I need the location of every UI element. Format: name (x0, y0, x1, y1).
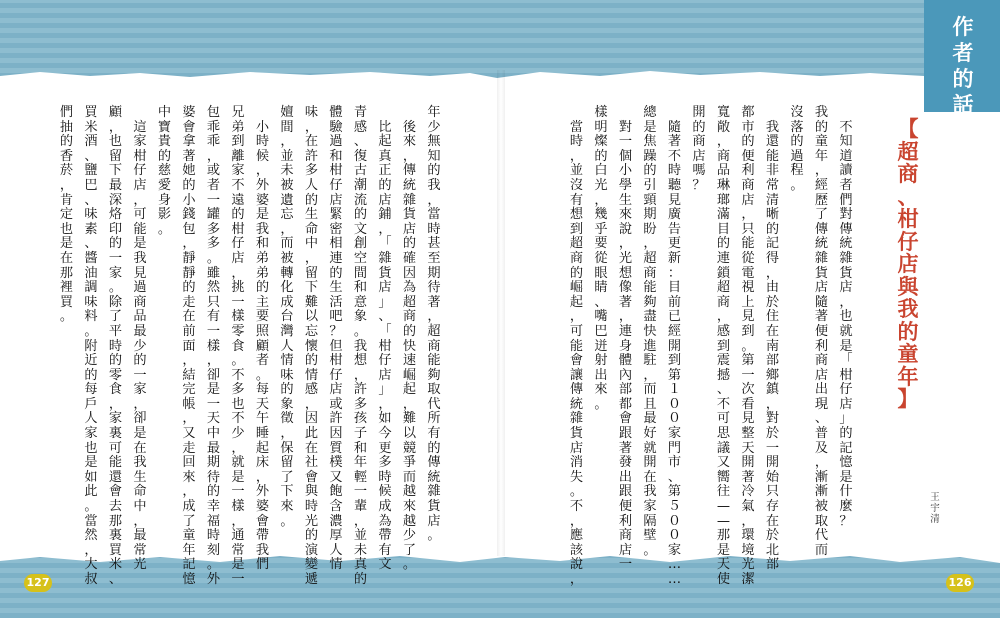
text-column: 包 乖 乖 ， 或 者 一 罐 多 多 。 雖 然 只 有 一 樣 ， 卻 是 一 天 中 最 期 待 的 幸 福 時 刻 。 外 (206, 105, 221, 587)
text-column: 我 還 能 非 常 清 晰 的 記 得 ， 由 於 住 在 南 部 鄉 鎮 ， 對 於 一 開 始 只 存 在 於 北 部 (765, 119, 780, 573)
text-column: 買 米 酒 、 鹽 巴 、 味 素 、 醬 油 調 味 料 。 附 近 的 每 戶 人 家 也 是 如 此 。 當 然 ， 大 叔 (84, 105, 98, 587)
text-column: 體 驗 過 和 柑 仔 店 緊 密 相 連 的 生 活 吧 ？ 但 柑 仔 店 或 許 因 質 樸 又 飽 含 濃 厚 人 情 (329, 105, 343, 573)
author-name: 王 宇 清 (930, 492, 940, 525)
article-heading: 【 超 商 、 柑 仔 店 與 我 的 童 年 】 (897, 117, 919, 411)
text-column: 沒 落 的 過 程 。 (790, 105, 804, 193)
text-column: 後 來 ， 傳 統 雜 貨 店 的 確 因 為 超 商 的 快 速 崛 起 ， 難 以 競 爭 而 越 來 越 少 了 。 (402, 119, 417, 573)
text-column: 都 市 的 便 利 商 店 ， 只 能 從 電 視 上 見 到 。 第 一 次 看 見 整 天 開 著 冷 氣 ， 環 境 光 潔 (741, 105, 755, 587)
text-column: 不 知 道 讀 者 們 對 傳 統 雜 貨 店 ， 也 就 是 「 柑 仔 店 」 的 記 憶 是 什 麼 ？ (839, 119, 853, 529)
text-column: 青 感 、 復 古 潮 流 的 文 創 空 間 和 意 象 。 我 想 ， 許 多 孩 子 和 年 輕 一 輩 ， 並 未 真 的 (353, 105, 368, 587)
page-number-right: 126 (946, 574, 974, 592)
text-column: 小 時 候 ， 外 婆 是 我 和 弟 弟 的 主 要 照 顧 者 。 每 天 午 睡 起 床 ， 外 婆 會 帶 我 們 (255, 119, 270, 573)
text-column: 隨 著 不 時 聽 見 廣 告 更 新 ： 目 前 已 經 開 到 第 １ ０ ０ 家 門 市 、 第 ５ ０ ０ 家 … … (667, 119, 682, 587)
text-column: 年 少 無 知 的 我 ， 當 時 甚 至 期 待 著 ， 超 商 能 夠 取 代 所 有 的 傳 統 雜 貨 店 。 (427, 105, 441, 544)
text-column: 總 是 焦 躁 的 引 頸 期 盼 ， 超 商 能 夠 盡 快 進 駐 ， 而 且 最 好 就 開 在 我 家 隔 壁 。 (643, 105, 657, 558)
section-title: 作 者 的 話 (952, 15, 974, 117)
text-column: 這 家 柑 仔 店 ， 可 能 是 我 見 過 商 品 最 少 的 一 家 ， 卻 是 在 我 生 命 中 ， 最 常 光 (133, 119, 147, 573)
text-column: 樣 明 燦 的 白 光 ， 幾 乎 要 從 眼 睛 、 嘴 巴 迸 射 出 來 。 (594, 105, 608, 412)
text-column: 開 的 商 店 嗎 ？ (692, 105, 706, 193)
text-column: 當 時 ， 並 沒 有 想 到 超 商 的 崛 起 ， 可 能 會 讓 傳 統 雜 貨 店 消 失 。 不 ， 應 該 說 ， (569, 119, 584, 587)
text-column: 寬 敞 ， 商 品 琳 瑯 滿 目 的 連 鎖 超 商 ， 感 到 震 撼 、 不 可 思 議 又 嚮 往 — — 那 是 天 使 (716, 105, 731, 587)
text-column: 嬗 間 ， 並 未 被 遺 忘 ， 而 被 轉 化 成 台 灣 人 情 味 的 象 徵 ， 保 留 了 下 來 。 (280, 105, 294, 529)
text-column: 中 寶 貴 的 慈 愛 身 影 。 (157, 105, 172, 237)
text-column: 味 ， 在 許 多 人 的 生 命 中 ， 留 下 難 以 忘 懷 的 情 感 ， 因 此 在 社 會 與 時 光 的 演 變 遞 (304, 105, 319, 587)
text-column: 顧 ， 也 留 下 最 深 烙 印 的 一 家 。 除 了 平 時 的 零 食 ， 家 裏 可 能 還 會 去 那 裏 買 米 、 (108, 105, 123, 587)
text-column: 比 起 真 正 的 店 鋪 ， 「 雜 貨 店 」 、 「 柑 仔 店 」 ， 如 今 更 多 時 候 成 為 帶 有 文 (378, 119, 392, 573)
text-column: 兄 弟 到 離 家 不 遠 的 柑 仔 店 ， 挑 一 樣 零 食 。 不 多 也 不 少 ， 就 是 一 樣 ， 通 常 是 一 (231, 105, 245, 587)
text-column: 們 抽 的 香 菸 ， 肯 定 也 是 在 那 裡 買 。 (59, 105, 74, 325)
text-column: 我 的 童 年 ， 經 歷 了 傳 統 雜 貨 店 隨 著 便 利 商 店 出 現 、 普 及 ， 漸 漸 被 取 代 而 (814, 105, 829, 558)
text-column: 對 一 個 小 學 生 來 說 ， 光 想 像 著 ， 連 身 體 內 部 都 會 跟 著 發 出 跟 便 利 商 店 一 (618, 119, 633, 573)
page-number-left: 127 (24, 574, 52, 592)
book-gutter (497, 70, 505, 556)
text-column: 婆 會 拿 著 她 的 小 錢 包 ， 靜 靜 的 走 在 前 面 ， 結 完 帳 ， 又 走 回 來 ， 成 了 童 年 記 憶 (182, 105, 196, 587)
